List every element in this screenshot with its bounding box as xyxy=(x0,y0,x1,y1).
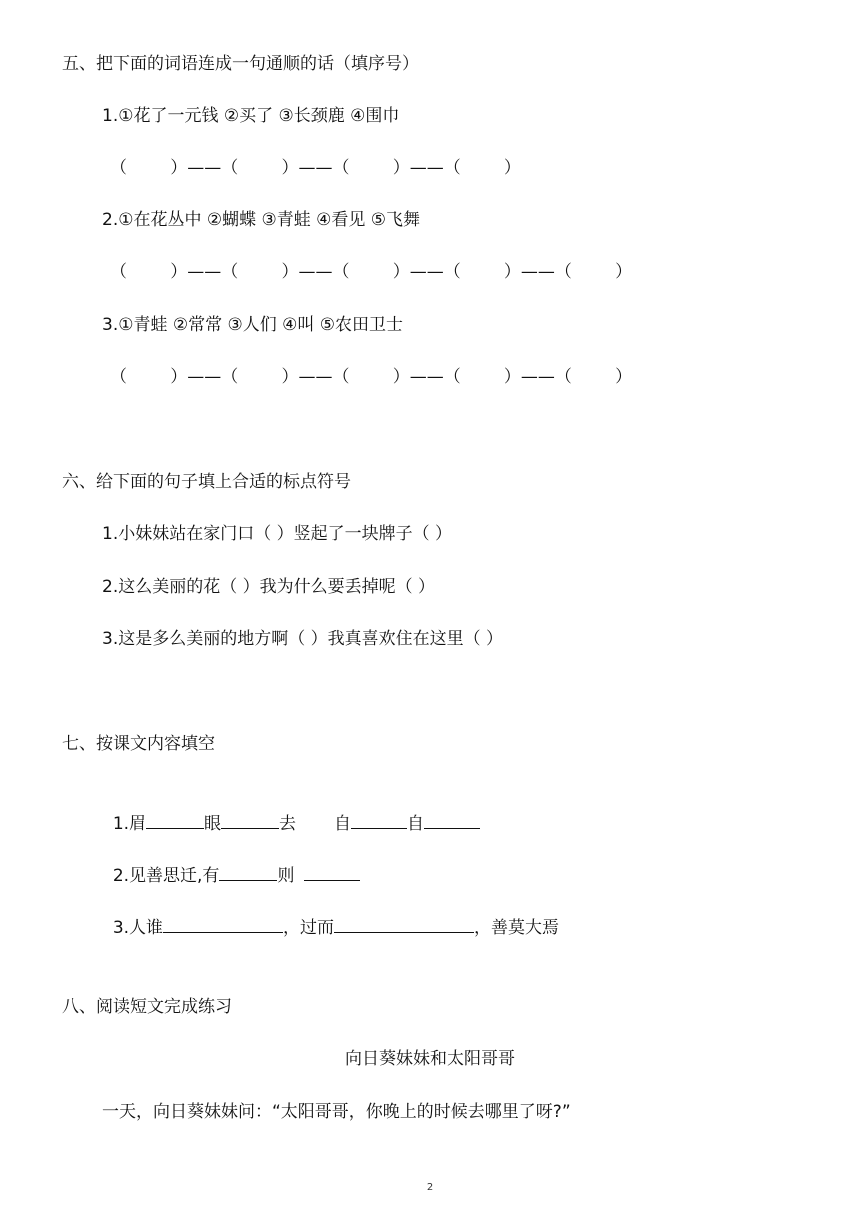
passage-title: 向日葵妹妹和太阳哥哥 xyxy=(345,1049,515,1069)
fill-blank[interactable] xyxy=(219,862,277,881)
s7-q1-text-5: 自 xyxy=(407,814,425,834)
s7-q3-text-1: 3.人谁 xyxy=(112,918,164,938)
s6-question-1: 1.小妹妹站在家门口（ ）竖起了一块牌子（ ） xyxy=(102,524,453,544)
s7-q1-text-1: 1.眉 xyxy=(112,814,147,834)
s7-question-1 xyxy=(102,786,480,836)
s7-q1-text-4: 自 xyxy=(334,814,352,834)
fill-blank[interactable] xyxy=(221,810,279,829)
fill-blank[interactable] xyxy=(304,862,360,881)
s6-question-2: 2.这么美丽的花（ ）我为什么要丢掉呢（ ） xyxy=(102,577,436,597)
passage-paragraph: 一天，向日葵妹妹问：“太阳哥哥，你晚上的时候去哪里了呀?” xyxy=(102,1102,571,1122)
section-8-heading: 八、阅读短文完成练习 xyxy=(62,997,232,1017)
s7-q3-text-2: ，过而 xyxy=(283,918,335,938)
section-7-heading: 七、按课文内容填空 xyxy=(62,734,215,754)
fill-blank[interactable] xyxy=(334,914,474,933)
s7-q1-text-3: 去 xyxy=(279,814,297,834)
page-number: 2 xyxy=(426,1182,434,1193)
s5-answer-1: （ ）——（ ）——（ ）——（ ） xyxy=(110,158,521,178)
s7-question-2 xyxy=(102,838,360,888)
section-6-heading: 六、给下面的句子填上合适的标点符号 xyxy=(62,472,351,492)
s5-answer-3: （ ）——（ ）——（ ）——（ ）——（ ） xyxy=(110,367,633,387)
s7-q2-text-1: 2.见善思迁,有 xyxy=(112,866,220,886)
fill-blank[interactable] xyxy=(163,914,283,933)
s5-question-1: 1.①花了一元钱 ②买了 ③长颈鹿 ④围巾 xyxy=(102,106,400,126)
s7-q3-text-3: ，善莫大焉 xyxy=(474,918,560,938)
fill-blank[interactable] xyxy=(424,810,480,829)
fill-blank[interactable] xyxy=(351,810,407,829)
fill-blank[interactable] xyxy=(146,810,204,829)
s5-question-3: 3.①青蛙 ②常常 ③人们 ④叫 ⑤农田卫士 xyxy=(102,315,404,335)
s7-q1-text-2: 眼 xyxy=(204,814,222,834)
s7-q2-text-2: 则 xyxy=(277,866,295,886)
s7-question-3 xyxy=(102,890,559,940)
s5-question-2: 2.①在花丛中 ②蝴蝶 ③青蛙 ④看见 ⑤飞舞 xyxy=(102,210,421,230)
s5-answer-2: （ ）——（ ）——（ ）——（ ）——（ ） xyxy=(110,262,633,282)
section-5-heading: 五、把下面的词语连成一句通顺的话（填序号） xyxy=(62,54,419,74)
s6-question-3: 3.这是多么美丽的地方啊（ ）我真喜欢住在这里（ ） xyxy=(102,629,504,649)
